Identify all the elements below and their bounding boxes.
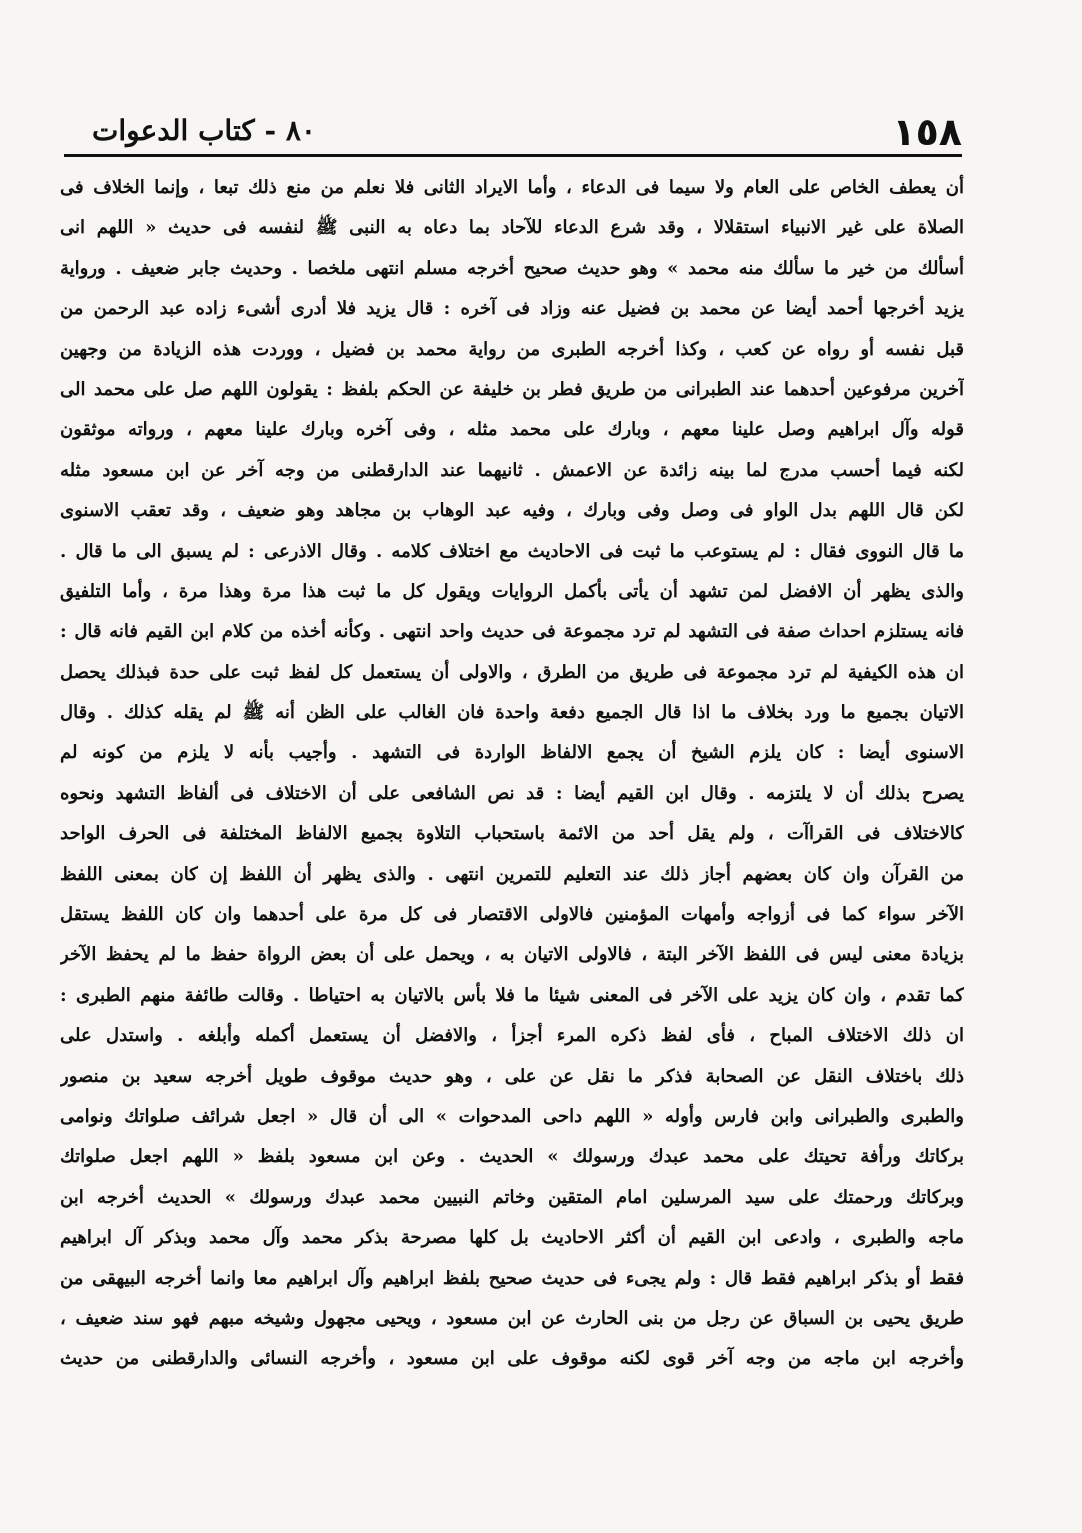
text-line: أن يعطف الخاص على العام ولا سيما فى الدعاء ، وأما الايراد الثانى فلا نعلم من منع ذلك تبعا ، وإنما الخلاف فى	[60, 177, 964, 198]
text-line: قبل نفسه أو رواه عن كعب ، وكذا أخرجه الطبرى من رواية محمد بن فضيل ، ووردت هذه الزيادة من وجهين	[60, 338, 964, 360]
text-line: يزيد أخرجها أحمد أيضا عن محمد بن فضيل عنه وزاد فى آخره : قال يزيد فلا أدرى أشىء زاده عبد الرحمن من	[60, 298, 964, 320]
text-line: وأخرجه ابن ماجه من وجه آخر قوى لكنه موقوف على ابن مسعود ، وأخرجه النسائى والدارقطنى من حديث	[60, 1348, 964, 1370]
text-line: ذلك باختلاف النقل عن الصحابة فذكر ما نقل عن على ، وهو حديث موقوف طويل أخرجه سعيد بن منصور	[60, 1065, 964, 1087]
text-line: والذى يظهر أن الافضل لمن تشهد أن يأتى بأكمل الروايات ويقول كل ما ثبت هذا مرة وهذا مرة ، وأما التلفيق	[60, 580, 964, 602]
running-title: ٨٠ - كتاب الدعوات	[92, 114, 316, 147]
text-line: فانه يستلزم احداث صفة فى التشهد لم ترد مجموعة فى حديث واحد انتهى . وكأنه أخذه من كلام ابن القيم فانه قال :	[60, 621, 964, 643]
text-line: ما قال النووى فقال : لم يستوعب ما ثبت فى الاحاديث مع اختلاف كلامه . وقال الاذرعى : لم يسبق الى ما قال .	[60, 540, 964, 562]
text-line: وبركاتك ورحمتك على سيد المرسلين امام المتقين وخاتم النبيين محمد عبدك ورسولك » الحديث أخرجه ابن	[60, 1186, 964, 1208]
page-header	[64, 110, 962, 156]
text-line: والطبرى والطبرانى وابن فارس وأوله « اللهم داحى المدحوات » الى أن قال « اجعل شرائف صلواتك ونوامى	[60, 1105, 964, 1127]
text-line: الصلاة على غير الانبياء استقلالا ، وقد شرع الدعاء للآحاد بما دعاه به النبى ﷺ لنفسه فى حديث « اللهم انى	[60, 217, 964, 239]
text-line: من القرآن وان كان بعضهم أجاز ذلك عند التعليم للتمرين انتهى . والذى يظهر أن اللفظ إن كان بمعنى اللفظ	[60, 863, 964, 885]
text-line: قوله وآل ابراهيم وصل علينا معهم ، وبارك على محمد مثله ، وفى آخره وبارك علينا معهم ، ورواته موثقون	[60, 419, 964, 441]
text-line: فقط أو بذكر ابراهيم فقط قال : ولم يجىء فى حديث صحيح بلفظ ابراهيم وآل ابراهيم معا وانما أخرجه البيهقى من	[60, 1267, 964, 1289]
text-line: ماجه والطبرى ، وادعى ابن القيم أن أكثر الاحاديث بل كلها مصرحة بذكر محمد وآل محمد وبذكر آل ابراهيم	[60, 1227, 964, 1249]
text-line: آخرين مرفوعين أحدهما عند الطبرانى من طريق فطر بن خليفة عن الحكم بلفظ : يقولون اللهم صل على محمد الى	[60, 378, 964, 400]
page-number: ١٥٨	[892, 110, 962, 154]
header-rule	[64, 154, 962, 157]
text-line: كالاختلاف فى القراآت ، ولم يقل أحد من الائمة باستحباب التلاوة بجميع الالفاظ المختلفة فى الحرف الواحد	[60, 823, 964, 845]
text-line: بزيادة معنى ليس فى اللفظ الآخر البتة ، فالاولى الاتيان به ، ويحمل على أن بعض الرواة حفظ ما لم يحفظ الآخر	[60, 944, 964, 966]
body-text	[60, 168, 964, 1380]
text-line: الاسنوى أيضا : كان يلزم الشيخ أن يجمع الالفاظ الواردة فى التشهد . وأجيب بأنه لا يلزم من كونه لم	[60, 742, 964, 764]
text-line: لكن قال اللهم بدل الواو فى وصل وفى وبارك ، وفيه عبد الوهاب بن مجاهد وهو ضعيف ، وقد تعقب الاسنوى	[60, 500, 964, 522]
text-line: الآخر سواء كما فى أزواجه وأمهات المؤمنين فالاولى الاقتصار فى كل مرة على أحدهما وان كان اللفظ يستقل	[60, 904, 964, 926]
text-line: يصرح بذلك أن لا يلتزمه . وقال ابن القيم أيضا : قد نص الشافعى على أن الاختلاف فى ألفاظ التشهد ونحوه	[60, 782, 964, 804]
text-line: كما تقدم ، وان كان يزيد على الآخر فى المعنى شيئا ما فلا بأس بالاتيان به احتياطا . وقالت طائفة منهم الطبرى :	[60, 984, 964, 1006]
text-line: ان ذلك الاختلاف المباح ، فأى لفظ ذكره المرء أجزأ ، والافضل أن يستعمل أكمله وأبلغه . واستدل على	[60, 1025, 964, 1047]
text-line: طريق يحيى بن السباق عن رجل من بنى الحارث عن ابن مسعود ، ويحيى مجهول وشيخه مبهم فهو سند ضعيف ،	[60, 1307, 964, 1329]
text-line: الاتيان بجميع ما ورد بخلاف ما اذا قال الجميع دفعة واحدة فان الغالب على الظن أنه ﷺ لم يقله كذلك . وقال	[60, 702, 964, 724]
text-line: أسألك من خير ما سألك منه محمد » وهو حديث صحيح أخرجه مسلم انتهى ملخصا . وحديث جابر ضعيف . ورواية	[60, 257, 964, 279]
text-line: ان هذه الكيفية لم ترد مجموعة فى طريق من الطرق ، والاولى أن يستعمل كل لفظ ثبت على حدة فبذلك يحصل	[60, 661, 964, 683]
text-line: بركاتك ورأفة تحيتك على محمد عبدك ورسولك » الحديث . وعن ابن مسعود بلفظ « اللهم اجعل صلواتك	[60, 1146, 964, 1168]
text-line: لكنه فيما أحسب مدرج لما بينه زائدة عن الاعمش . ثانيهما عند الدارقطنى من وجه آخر عن ابن مسعود مثله	[60, 459, 964, 481]
